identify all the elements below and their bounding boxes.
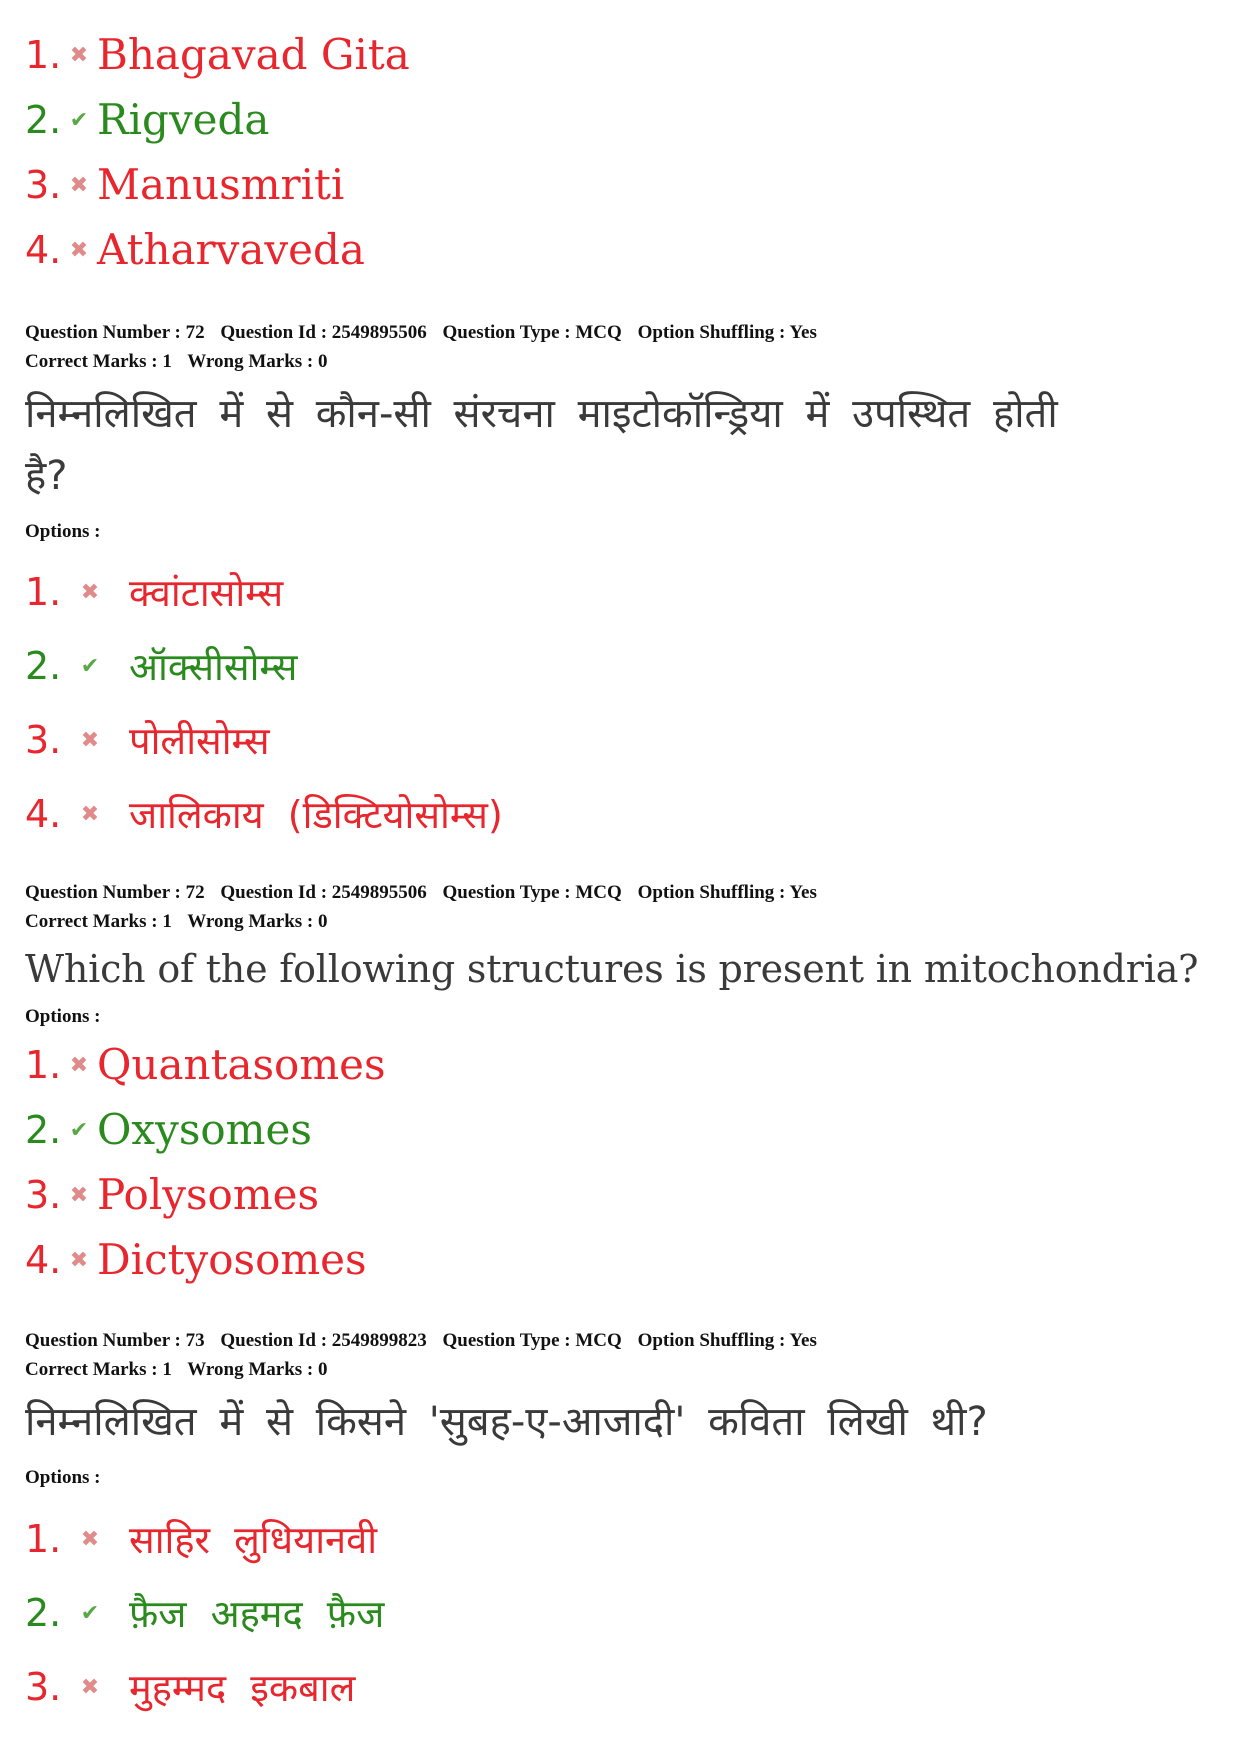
meta-line-2 [25, 1355, 828, 1384]
question-meta [25, 878, 828, 936]
meta-line-2 [25, 907, 828, 936]
option-2 [25, 87, 410, 152]
option-number: 3. [25, 162, 62, 207]
option-text: मुहम्मद इकबाल [129, 1666, 356, 1710]
option-number: 1. [25, 1517, 62, 1561]
cross-mark-icon: ✖ [80, 1526, 100, 1551]
question-meta [25, 318, 828, 376]
option-text: Dictyosomes [97, 1235, 367, 1284]
correct-marks: Correct Marks : 1 [25, 1359, 172, 1380]
check-mark-icon: ✔ [80, 653, 100, 678]
question-type: Question Type : MCQ [442, 882, 622, 903]
cross-mark-icon: ✖ [69, 171, 89, 197]
options-label: Options : [25, 1006, 101, 1027]
question-number: Question Number : 73 [25, 1330, 205, 1351]
option-1 [25, 22, 410, 87]
option-1 [25, 1032, 386, 1097]
option-number: 2. [25, 1107, 62, 1152]
option-number: 2. [25, 97, 62, 142]
option-text: ऑक्सीसोम्स [129, 645, 298, 689]
meta-line-2 [25, 347, 828, 376]
check-mark-icon: ✔ [80, 1600, 100, 1625]
option-number: 4. [25, 792, 62, 836]
option-text: Bhagavad Gita [97, 30, 410, 79]
option-number: 2. [25, 1591, 62, 1635]
question-text [25, 383, 1058, 507]
option-shuffling: Option Shuffling : Yes [637, 882, 817, 903]
option-1 [25, 1502, 384, 1576]
cross-mark-icon: ✖ [80, 579, 100, 604]
option-text: पोलीसोम्स [129, 719, 270, 763]
option-4 [25, 1227, 386, 1292]
options-list [25, 555, 503, 851]
option-text: क्वांटासोम्स [129, 571, 284, 615]
option-3 [25, 1650, 384, 1724]
prev-question-options [25, 22, 410, 282]
question-text: निम्नलिखित में से किसने 'सुबह-ए-आजादी' कविता लिखी थी? [25, 1399, 988, 1445]
question-id: Question Id : 2549899823 [220, 1330, 427, 1351]
option-text: Manusmriti [97, 160, 345, 209]
question-number: Question Number : 72 [25, 882, 205, 903]
option-3 [25, 703, 503, 777]
cross-mark-icon: ✖ [69, 1051, 89, 1077]
wrong-marks: Wrong Marks : 0 [187, 1359, 328, 1380]
option-number: 3. [25, 718, 62, 762]
option-3 [25, 1162, 386, 1227]
option-text: साहिर लुधियानवी [129, 1518, 378, 1562]
option-number: 1. [25, 1042, 62, 1087]
question-type: Question Type : MCQ [442, 1330, 622, 1351]
cross-mark-icon: ✖ [80, 1674, 100, 1699]
check-mark-icon: ✔ [69, 1116, 89, 1142]
option-4 [25, 777, 503, 851]
option-2 [25, 629, 503, 703]
question-id: Question Id : 2549895506 [220, 322, 427, 343]
meta-line-1 [25, 1326, 828, 1355]
option-number: 3. [25, 1172, 62, 1217]
wrong-marks: Wrong Marks : 0 [187, 911, 328, 932]
option-1 [25, 555, 503, 629]
option-number: 3. [25, 1665, 62, 1709]
option-text: Polysomes [97, 1170, 320, 1219]
cross-mark-icon: ✖ [69, 236, 89, 262]
option-4 [25, 217, 410, 282]
options-label: Options : [25, 1467, 101, 1488]
question-line-2: है? [25, 453, 68, 499]
options-list [25, 1502, 384, 1724]
option-number: 1. [25, 570, 62, 614]
meta-line-1 [25, 318, 828, 347]
option-number: 1. [25, 32, 62, 77]
question-line-1: निम्नलिखित में से कौन-सी संरचना माइटोकॉन्ड्रिया में उपस्थित होती [25, 391, 1058, 437]
option-2 [25, 1097, 386, 1162]
option-number: 4. [25, 1237, 62, 1282]
meta-line-1 [25, 878, 828, 907]
option-text: Atharvaveda [97, 225, 365, 274]
correct-marks: Correct Marks : 1 [25, 911, 172, 932]
question-text: Which of the following structures is present in mitochondria? [25, 947, 1199, 991]
option-number: 4. [25, 227, 62, 272]
option-text: Rigveda [97, 95, 270, 144]
question-meta [25, 1326, 828, 1384]
option-text: Quantasomes [97, 1040, 386, 1089]
question-id: Question Id : 2549895506 [220, 882, 427, 903]
option-text: फ़ैज अहमद फ़ैज [129, 1592, 385, 1636]
question-type: Question Type : MCQ [442, 322, 622, 343]
correct-marks: Correct Marks : 1 [25, 351, 172, 372]
wrong-marks: Wrong Marks : 0 [187, 351, 328, 372]
options-list [25, 1032, 386, 1292]
cross-mark-icon: ✖ [80, 727, 100, 752]
cross-mark-icon: ✖ [80, 801, 100, 826]
option-shuffling: Option Shuffling : Yes [637, 1330, 817, 1351]
option-2 [25, 1576, 384, 1650]
question-number: Question Number : 72 [25, 322, 205, 343]
options-label: Options : [25, 521, 101, 542]
cross-mark-icon: ✖ [69, 1181, 89, 1207]
option-3 [25, 152, 410, 217]
cross-mark-icon: ✖ [69, 41, 89, 67]
option-text: जालिकाय (डिक्टियोसोम्स) [129, 793, 503, 837]
option-text: Oxysomes [97, 1105, 312, 1154]
option-number: 2. [25, 644, 62, 688]
option-shuffling: Option Shuffling : Yes [637, 322, 817, 343]
check-mark-icon: ✔ [69, 106, 89, 132]
cross-mark-icon: ✖ [69, 1246, 89, 1272]
